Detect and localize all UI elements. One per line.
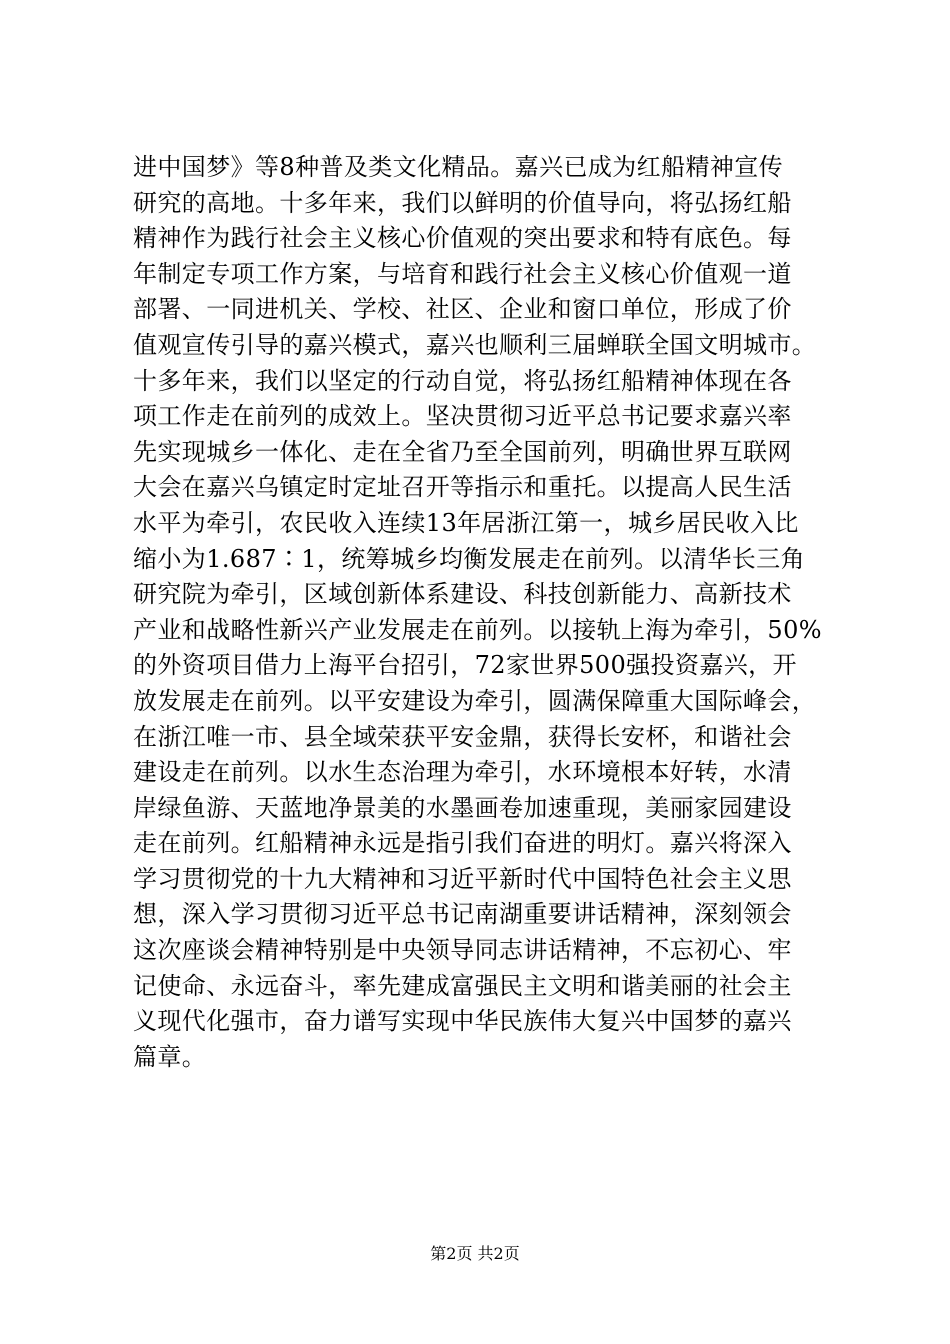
text-line: 想，深入学习贯彻习近平总书记南湖重要讲话精神，深刻领会 bbox=[133, 900, 792, 929]
page-number-label: 第2页 共2页 bbox=[430, 1244, 520, 1263]
text-line: 年制定专项工作方案，与培育和践行社会主义核心价值观一道 bbox=[133, 259, 792, 288]
body-paragraph bbox=[133, 150, 853, 1075]
text-line: 在浙江唯一市、县全域荣获平安金鼎，获得长安杯，和谐社会 bbox=[133, 722, 792, 751]
text-line: 建设走在前列。以水生态治理为牵引，水环境根本好转，水清 bbox=[133, 758, 792, 787]
text-line: 大会在嘉兴乌镇定时定址召开等指示和重托。以提高人民生活 bbox=[133, 473, 792, 502]
text-line: 放发展走在前列。以平安建设为牵引，圆满保障重大国际峰会， bbox=[133, 686, 817, 715]
text-line: 篇章。 bbox=[133, 1042, 207, 1071]
text-line: 十多年来，我们以坚定的行动自觉，将弘扬红船精神体现在各 bbox=[133, 366, 792, 395]
text-line: 先实现城乡一体化、走在全省乃至全国前列，明确世界互联网 bbox=[133, 437, 792, 466]
text-line: 水平为牵引，农民收入连续13年居浙江第一，城乡居民收入比 bbox=[133, 508, 799, 537]
text-line: 义现代化强市，奋力谱写实现中华民族伟大复兴中国梦的嘉兴 bbox=[133, 1007, 792, 1036]
text-line: 值观宣传引导的嘉兴模式，嘉兴也顺利三届蝉联全国文明城市。 bbox=[133, 330, 817, 359]
text-line: 学习贯彻党的十九大精神和习近平新时代中国特色社会主义思 bbox=[133, 864, 792, 893]
text-line: 部署、一同进机关、学校、社区、企业和窗口单位，形成了价 bbox=[133, 295, 792, 324]
text-line: 岸绿鱼游、天蓝地净景美的水墨画卷加速重现，美丽家园建设 bbox=[133, 793, 792, 822]
text-line: 产业和战略性新兴产业发展走在前列。以接轨上海为牵引，50% bbox=[133, 615, 822, 644]
text-line: 进中国梦》等8种普及类文化精品。嘉兴已成为红船精神宣传 bbox=[133, 153, 784, 181]
text-line: 精神作为践行社会主义核心价值观的突出要求和特有底色。每 bbox=[133, 224, 792, 253]
text-line: 这次座谈会精神特别是中央领导同志讲话精神，不忘初心、牢 bbox=[133, 936, 792, 965]
text-line: 走在前列。红船精神永远是指引我们奋进的明灯。嘉兴将深入 bbox=[133, 829, 792, 858]
text-line: 的外资项目借力上海平台招引，72家世界500强投资嘉兴，开 bbox=[133, 651, 797, 680]
page-footer bbox=[0, 1244, 950, 1264]
text-line: 记使命、永远奋斗，率先建成富强民主文明和谐美丽的社会主 bbox=[133, 971, 792, 1000]
text-line: 研究院为牵引，区域创新体系建设、科技创新能力、高新技术 bbox=[133, 580, 792, 609]
text-line: 项工作走在前列的成效上。坚决贯彻习近平总书记要求嘉兴率 bbox=[133, 402, 792, 431]
text-line: 缩小为1.687∶1，统筹城乡均衡发展走在前列。以清华长三角 bbox=[133, 544, 805, 573]
text-line: 研究的高地。十多年来，我们以鲜明的价值导向，将弘扬红船 bbox=[133, 188, 792, 217]
